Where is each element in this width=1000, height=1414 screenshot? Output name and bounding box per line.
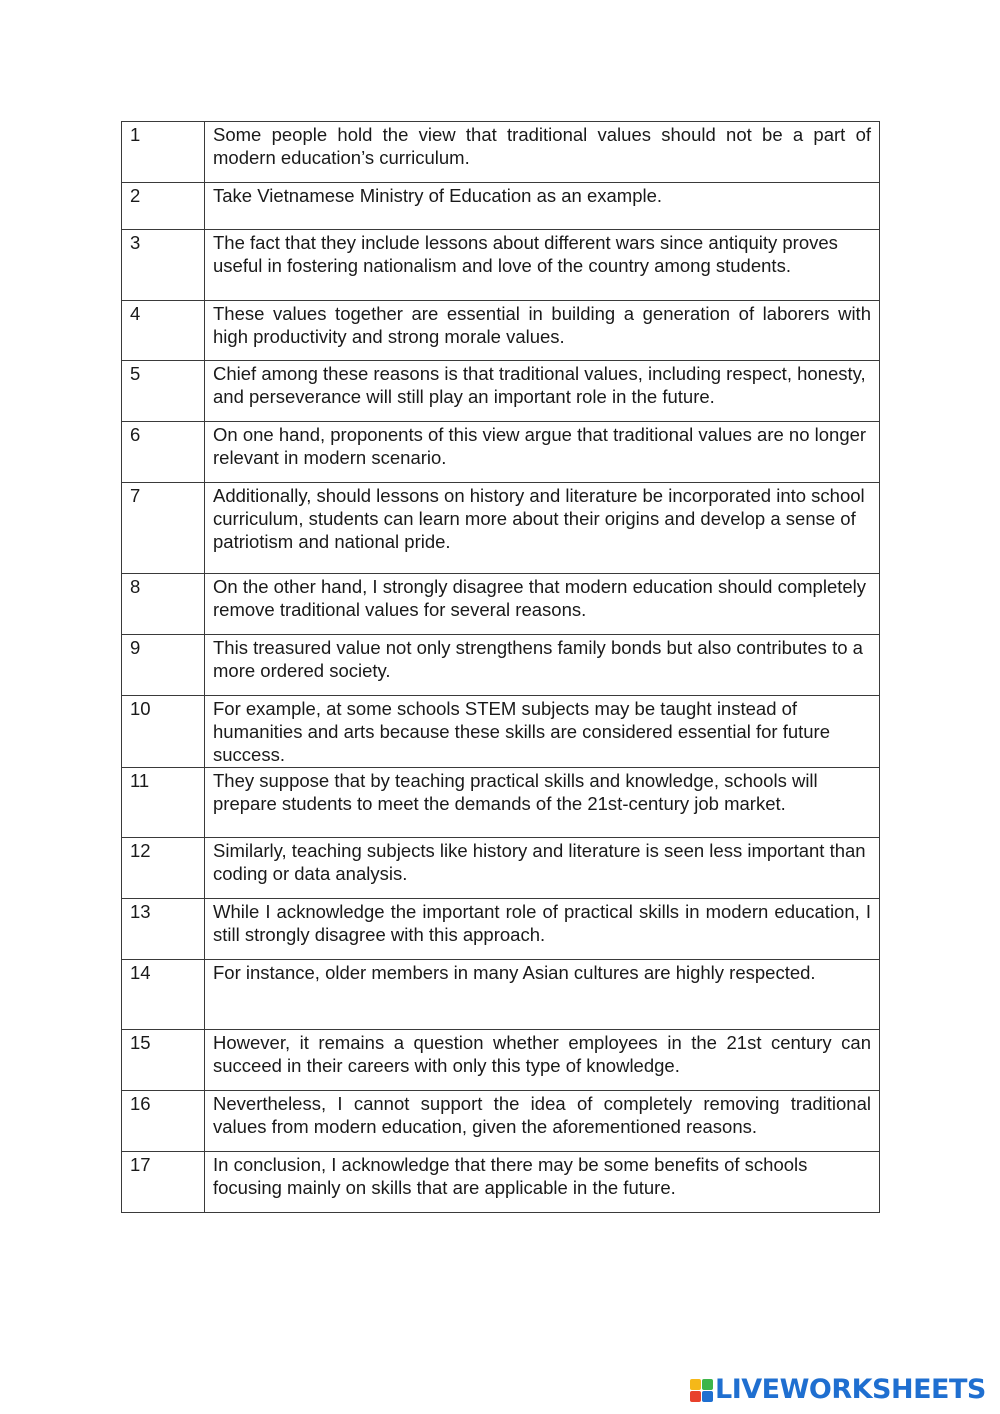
logo-text: LIVEWORKSHEETS <box>715 1374 986 1405</box>
table-row <box>122 301 880 361</box>
row-number: 5 <box>122 361 205 422</box>
logo-square-green <box>702 1379 713 1390</box>
table-row <box>122 696 880 768</box>
sentence-text: The fact that they include lessons about different wars since antiquity proves useful in fostering nationalism and love of the country among students. <box>205 230 880 301</box>
table-row <box>122 1090 880 1151</box>
sentence-text: They suppose that by teaching practical skills and knowledge, schools will prepare students to meet the demands of the 21st-century job market. <box>205 767 880 837</box>
table-row <box>122 361 880 422</box>
row-number: 12 <box>122 837 205 898</box>
sentence-text: On the other hand, I strongly disagree that modern education should completely remove traditional values for several reasons. <box>205 574 880 635</box>
table-row <box>122 483 880 574</box>
sentence-text: For example, at some schools STEM subjects may be taught instead of humanities and arts because these skills are considered essential for future success. <box>205 696 880 768</box>
row-number: 17 <box>122 1151 205 1212</box>
table-row <box>122 959 880 1029</box>
sentence-text: Nevertheless, I cannot support the idea of completely removing traditional values from modern education, given the aforementioned reasons. <box>205 1090 880 1151</box>
table-row <box>122 183 880 230</box>
row-number: 13 <box>122 898 205 959</box>
table-row <box>122 837 880 898</box>
table-row <box>122 122 880 183</box>
row-number: 7 <box>122 483 205 574</box>
row-number: 4 <box>122 301 205 361</box>
liveworksheets-logo <box>690 1374 986 1406</box>
row-number: 8 <box>122 574 205 635</box>
sentence-text: This treasured value not only strengthens family bonds but also contributes to a more ordered society. <box>205 635 880 696</box>
row-number: 1 <box>122 122 205 183</box>
table-row <box>122 574 880 635</box>
table-row <box>122 1029 880 1090</box>
table-row <box>122 422 880 483</box>
logo-square-yellow <box>690 1379 701 1390</box>
sentence-text: Some people hold the view that traditional values should not be a part of modern education’s curriculum. <box>205 122 880 183</box>
sentence-text: Take Vietnamese Ministry of Education as an example. <box>205 183 880 230</box>
logo-square-red <box>690 1391 701 1402</box>
row-number: 11 <box>122 767 205 837</box>
table-row <box>122 635 880 696</box>
row-number: 14 <box>122 959 205 1029</box>
sentence-text: These values together are essential in building a generation of laborers with high productivity and strong morale values. <box>205 301 880 361</box>
row-number: 15 <box>122 1029 205 1090</box>
sentence-text: Chief among these reasons is that traditional values, including respect, honesty, and perseverance will still play an important role in the future. <box>205 361 880 422</box>
table-row <box>122 767 880 837</box>
row-number: 2 <box>122 183 205 230</box>
row-number: 9 <box>122 635 205 696</box>
row-number: 10 <box>122 696 205 768</box>
sentence-text: For instance, older members in many Asian cultures are highly respected. <box>205 959 880 1029</box>
table-row <box>122 898 880 959</box>
sentence-text: Additionally, should lessons on history and literature be incorporated into school curriculum, students can learn more about their origins and develop a sense of patriotism and national pride. <box>205 483 880 574</box>
logo-square-blue <box>702 1391 713 1402</box>
table-row <box>122 1151 880 1212</box>
row-number: 6 <box>122 422 205 483</box>
table-row <box>122 230 880 301</box>
sentence-text: Similarly, teaching subjects like history and literature is seen less important than coding or data analysis. <box>205 837 880 898</box>
sentence-text: In conclusion, I acknowledge that there may be some benefits of schools focusing mainly on skills that are applicable in the future. <box>205 1151 880 1212</box>
sentence-text: While I acknowledge the important role of practical skills in modern education, I still strongly disagree with this approach. <box>205 898 880 959</box>
sentence-text: On one hand, proponents of this view argue that traditional values are no longer relevant in modern scenario. <box>205 422 880 483</box>
logo-mark-icon <box>690 1379 713 1402</box>
row-number: 3 <box>122 230 205 301</box>
sentence-text: However, it remains a question whether employees in the 21st century can succeed in their careers with only this type of knowledge. <box>205 1029 880 1090</box>
sentence-table <box>121 121 880 1213</box>
row-number: 16 <box>122 1090 205 1151</box>
